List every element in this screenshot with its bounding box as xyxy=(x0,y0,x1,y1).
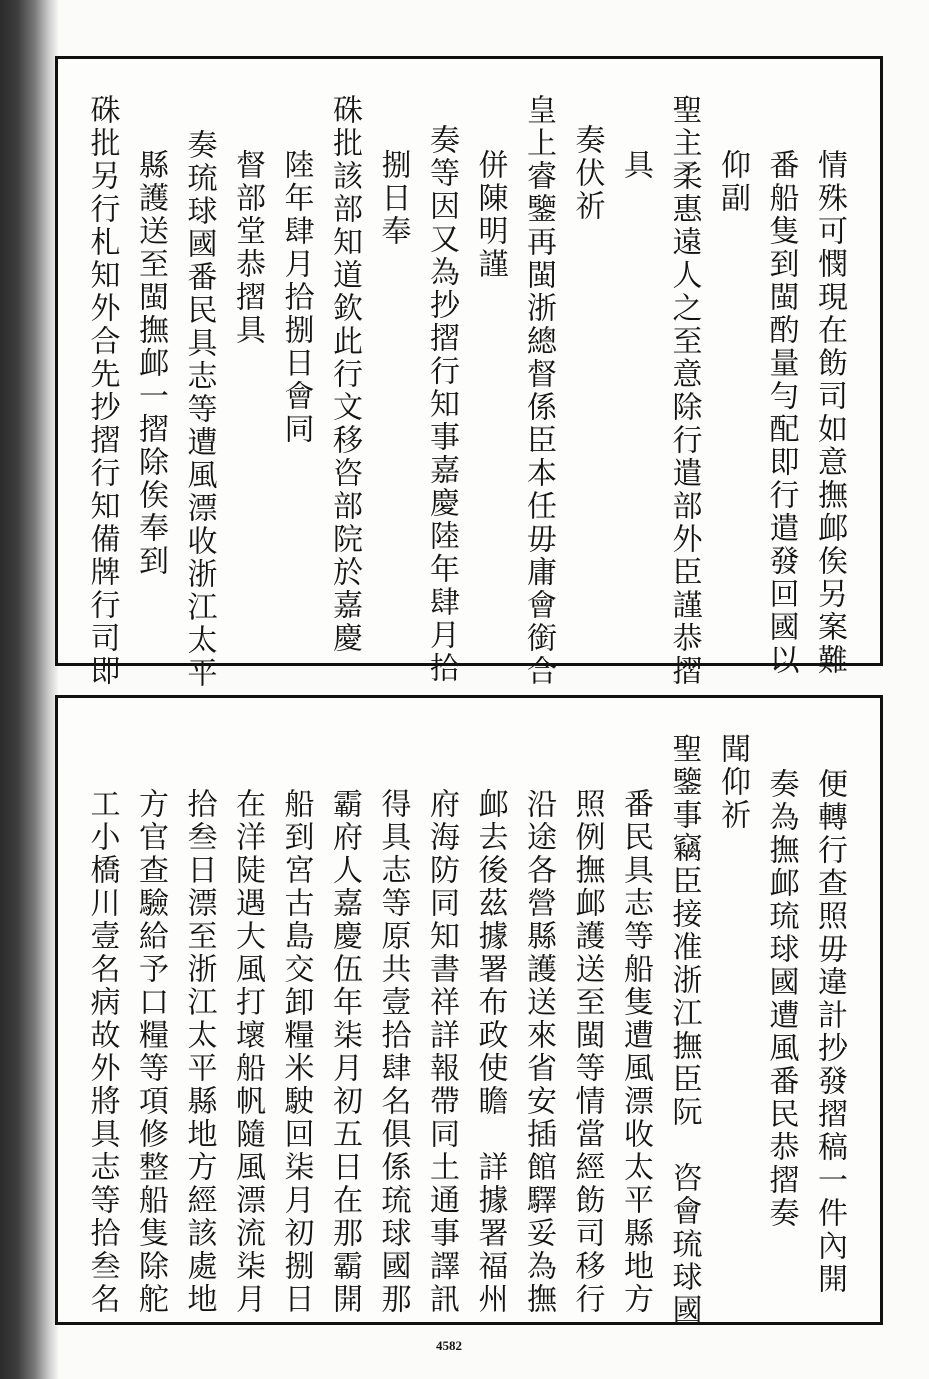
page-number: 4582 xyxy=(436,1338,462,1353)
text-column: 奏琉球國番民具志等遭風漂收浙江太平 xyxy=(181,129,217,690)
text-column: 聖鑒事竊臣接准浙江撫臣阮 咨會琉球國 xyxy=(666,733,702,1327)
document-panel-bottom xyxy=(55,695,883,1325)
text-column: 硃批該部知道欽此行文移咨部院於嘉慶 xyxy=(327,94,362,655)
text-column: 䘏去後茲據署布政使瞻 詳據署福州 xyxy=(472,788,508,1316)
text-column: 照例撫䘏護送至閩等情當經飭司移行 xyxy=(569,788,605,1316)
text-column: 得具志等原共壹拾肆名俱係琉球國那 xyxy=(375,788,411,1316)
text-column: 陸年肆月拾捌日會同 xyxy=(278,149,314,446)
text-column: 沿途各營縣護送來省安插館驛妥為撫 xyxy=(521,788,556,1316)
text-column: 聖主柔惠遠人之至意除行遣部外臣謹恭摺 xyxy=(666,94,702,688)
text-column: 情殊可憫現在飭司如意撫䘏俟另案難 xyxy=(812,149,847,677)
text-column: 縣護送至閩撫䘏一摺除俟奉到 xyxy=(133,149,168,578)
text-column: 併陳明謹 xyxy=(472,149,508,281)
text-column: 仰副 xyxy=(715,149,750,215)
text-column: 捌日奉 xyxy=(375,149,411,248)
text-column: 霸府人嘉慶伍年柒月初五日在那霸開 xyxy=(327,788,362,1316)
text-column: 工小橋川壹名病故外將具志等拾叁名 xyxy=(84,788,120,1316)
text-column: 奏為撫䘏琉球國遭風番民恭摺奏 xyxy=(763,768,799,1230)
text-column: 番船隻到閩酌量勻配即行遣發回國以 xyxy=(763,149,799,677)
text-column: 奏伏祈 xyxy=(569,124,605,223)
text-column: 硃批另行札知外合先抄摺行知備牌行司即 xyxy=(84,94,120,688)
text-column: 便轉行查照毋違計抄發摺稿一件內開 xyxy=(812,768,847,1296)
document-panel-top xyxy=(55,56,883,690)
text-column: 番民具志等船隻遭風漂收太平縣地方 xyxy=(618,788,653,1316)
text-column: 皇上睿鑒再閩浙總督係臣本任毋庸會銜合 xyxy=(521,94,556,688)
text-column: 奏等因又為抄摺行知事嘉慶陸年肆月拾 xyxy=(424,124,459,685)
text-column: 方官查驗給予口糧等項修整船隻除舵 xyxy=(133,788,168,1316)
text-column: 聞仰祈 xyxy=(715,733,750,832)
text-column: 拾叁日漂至浙江太平縣地方經該處地 xyxy=(181,788,217,1316)
text-column: 督部堂恭摺具 xyxy=(230,149,265,347)
book-spine-shadow xyxy=(0,0,58,1379)
text-column: 船到宮古島交卸糧米駛回柒月初捌日 xyxy=(278,788,314,1316)
text-column: 府海防同知書祥詳報帶同土通事譯訊 xyxy=(424,788,459,1316)
text-column: 具 xyxy=(618,149,653,182)
text-column: 在洋陡遇大風打壞船帆隨風漂流柒月 xyxy=(230,788,265,1316)
